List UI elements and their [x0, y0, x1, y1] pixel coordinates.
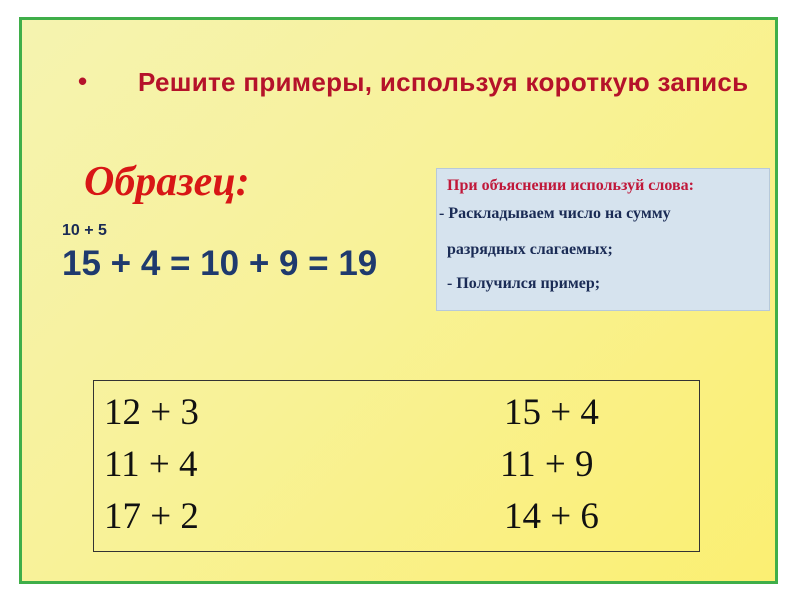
example-left: 11 + 4: [104, 444, 198, 485]
example-right: 14 + 6: [504, 496, 599, 537]
example-left: 17 + 2: [104, 496, 199, 537]
tip-title: При объяснении используй слова:: [447, 177, 694, 194]
example-right: 15 + 4: [504, 392, 599, 433]
example-right: 11 + 9: [500, 444, 594, 485]
tip-line: разрядных слагаемых;: [447, 241, 613, 258]
task-instruction: Решите примеры, используя короткую запись: [138, 67, 749, 97]
tip-box: [436, 168, 770, 311]
bullet-marker: •: [78, 66, 88, 96]
sample-equation: 15 + 4 = 10 + 9 = 19: [62, 244, 378, 283]
examples-box: [93, 380, 700, 552]
tip-line: - Раскладываем число на сумму: [439, 205, 671, 222]
example-left: 12 + 3: [104, 392, 199, 433]
sample-decomposition-hint: 10 + 5: [62, 222, 107, 239]
sample-heading: Образец:: [84, 159, 250, 205]
tip-line: - Получился пример;: [447, 275, 601, 292]
